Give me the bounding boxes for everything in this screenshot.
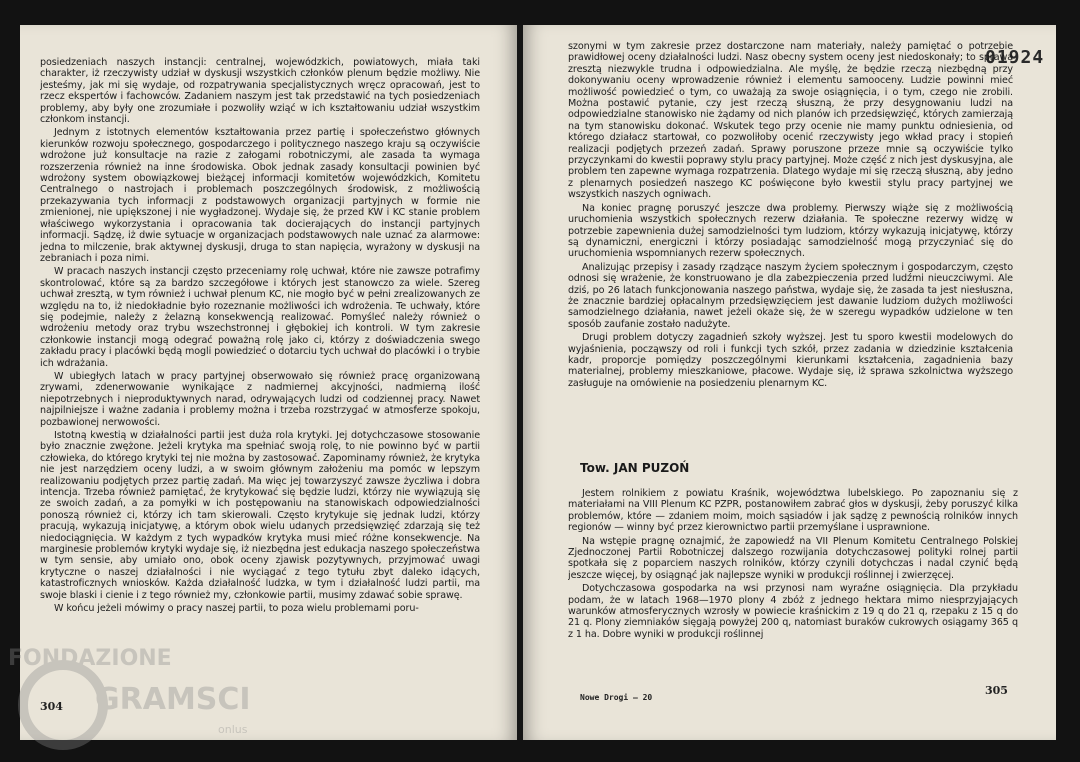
paragraph: Jednym z istotnych elementów kształtowania przez partię i społeczeństwo głównych kierunków rozwoju społecznego, gospodarczego i politycznego naszego kraju są oczywiście wdrożone już konsultacje na razie z załogami robotniczymi, ale zasada ta wymaga rozszerzenia również na inne środowiska. Obok jednak zasady konsultacji powinien być wdrożony system obowiązkowej bieżącej informacji komitetów wojewódzkich, Komitetu Centralnego o nastrojach i problemach poszczególnych środowisk, z możliwością przekazywania tych informacji z podstawowych organizacji partyjnych w formie nie zmienionej, nie upiększonej i nie wygładzonej. Wydaje się, że przed KW i KC stanie problem właściwego wykorzystania i opracowania tak docierających do instancji partyjnych informacji. Sądzę, iż dwie sytuacje w organizacjach podstawowych nale uznać za alarmowe: jedna to milczenie, brak aktywnej dyskusji, druga to stan napięcia, wyrażony w dyskusji na zebraniach i poza nimi. (40, 127, 480, 264)
paragraph: Istotną kwestią w działalności partii jest duża rola krytyki. Jej dotychczasowe stosowanie było znacznie zwężone. Jeżeli krytyka ma spełniać swoją rolę, to nie powinno być w partii człowieka, do którego krytyki tej nie można by zastosować. Zapominamy również, że krytyka nie jest narzędziem oceny ludzi, a w swoim głównym założeniu ma pomóc w lepszym realizowaniu podjętych przez partię zadań. Ma więc jej towarzyszyć zawsze życzliwa i dobra intencja. Trzeba również pamiętać, że krytykować się będzie ludzi, którzy nie wywiązują się ze swoich zadań, a za pomyłki w ich postępowaniu na stanowiskach odpowiedzialności ponoszą również ci, którzy ich tam skierowali. Często krytykuje się jednak ludzi, którzy pracują, wykazują inicjatywę, a którym obok wielu udanych przedsięwzięć zdarzają się też niedociągnięcia. W każdym z tych wypadków krytyka musi mieć różne konsekwencje. Na marginesie problemów krytyki wydaje się, iż niezbędna jest edukacja naszego społeczeństwa w tym sensie, aby umiało ono, obok oceny zjawisk pozytywnych, przyjmować uwagi krytyczne o naszej działalności i nie wyciągać z tego tytułu zbyt daleko idących, katastroficznych wniosków. Każda działalność ludzka, w tym i działalność ludzi partii, ma swoje blaski i cienie i z tego również my, członkowie partii, musimy zdawać sobie sprawę. (40, 430, 480, 601)
left-page (20, 25, 517, 740)
paragraph: Jestem rolnikiem z powiatu Kraśnik, województwa lubelskiego. Po zapoznaniu się z materiałami na VIII Plenum KC PZPR, postanowiłem zabrać głos w dyskusji, żeby poruszyć kilka problemów, które — zdaniem moim, moich sąsiadów i jak sądzę z pewnością rolników innych regionów — winny być przez kierownictwo partii przemyślane i usprawnione. (568, 488, 1018, 534)
paragraph: Na wstępie pragnę oznajmić, że zapowiedź na VII Plenum Komitetu Centralnego Polskiej Zjednoczonej Partii Robotniczej dalszego rozwijania dotychczasowej polityki rolnej partii spotkała się z poparciem naszych rolników, którzy czynili dotychczas i nadal czynić będą jeszcze więcej, by osiągnąć jak najlepsze wyniki w produkcji roślinnej i zwierzęcej. (568, 535, 1018, 581)
gramsci-watermark-logo (0, 640, 300, 750)
archive-id-stamp: 01924 (985, 47, 1045, 68)
page-number-left: 304 (40, 700, 63, 713)
paragraph: W ubiegłych latach w pracy partyjnej obserwowało się również pracę organizowaną zrywami, zdenerwowanie wynikające z nadmiernej akcyjności, nadmierną ilość niepotrzebnych i nieproduktywnych narad, odrywających ludzi od codziennej pracy. Nawet najpilniejsze i ważne zadania i problemy można i trzeba rozstrzygać w atmosferze spokoju, pozbawionej nerwowości. (40, 370, 480, 428)
paragraph: posiedzeniach naszych instancji: centralnej, wojewódzkich, powiatowych, miała taki charakter, iż rzeczywisty udział w dyskusji wszystkich członków plenum będzie możliwy. Nie jesteśmy, jak mi się wydaje, od rozpatrywania specjalistycznych wręcz opracowań, jest to rzecz ekspertów i fachowców. Zadaniem naszym jest tak przedstawić na tych posiedzeniach problemy, aby były one zrozumiałe i pozwoliły wziąć w ich kształtowaniu udział wszystkim członkom instancji. (40, 57, 480, 126)
right-page-body-top (568, 41, 1013, 451)
paragraph: Dotychczasowa gospodarka na wsi przynosi nam wyraźne osiągnięcia. Dla przykładu podam, że w latach 1968—1970 plony 4 zbóż z jednego hektara mimo niesprzyjających warunków atmosferycznych wzrosły w powiecie kraśnickim z 19 q do 21 q, rzepaku z 15 q do 21 q. Plony ziemniaków sięgają powyżej 200 q, natomiast buraków cukrowych osiągamy 365 q z 1 ha. Dobre wyniki w produkcji roślinnej (568, 583, 1018, 640)
journal-footer: Nowe Drogi — 20 (580, 693, 653, 702)
paragraph: Analizując przepisy i zasady rządzące naszym życiem społecznym i gospodarczym, często odnosi się wrażenie, że konstruowano je dla zabezpieczenia przed ludźmi nieuczciwymi. Ale dziś, po 26 latach funkcjonowania naszego państwa, wydaje się, że zasada ta jest niesłuszna, że znacznie bardziej opłacalnym przedsięwzięciem jest dawanie ludziom dużych możliwości samodzielnego działania, nawet jeżeli okaże się, że w szeregu wypadków udzielone w ten sposób zaufanie zostało nadużyte. (568, 261, 1013, 330)
watermark-line3: onlus (218, 723, 248, 736)
watermark-line2: GRAMSCI (95, 682, 251, 717)
right-page-body-bottom (568, 488, 1018, 698)
speaker-heading: Tow. JAN PUZOŃ (580, 461, 690, 475)
paragraph: szonymi w tym zakresie przez dostarczone nam materiały, należy pamiętać o potrzebie prawidłowej oceny działalności ludzi. Nasz obecny system oceny jest niedoskonały; to sprawa zresztą niezwykle trudna i odpowiedzialna. Ale myślę, że będzie rzeczą niezbędną przy dokonywaniu oceny wprowadzenie również i elementu samooceny. Ludzie powinni mieć możliwość powiedzieć o tym, co uważają za swoje osiągnięcia, i o tym, czego nie zrobili. Można postawić pytanie, czy jest rzeczą słuszną, że przy desygnowaniu ludzi na odpowiedzialne stanowisko nie żądamy od nich planów ich przedsięwzięć, których zamierzają na tym stanowisku dokonać. Wskutek tego przy ocenie nie mamy punktu odniesienia, od którego działacz startował, co pozwoliłoby ocenić rzeczywisty jego wkład pracy i stopień realizacji podjętych przezeń zadań. Sprawy poruszone przeze mnie są oczywiście tylko przyczynkami do kwestii poprawy stylu pracy partyjnej. Może część z nich jest dyskusyjna, ale problem ten zapewne wymaga rozpatrzenia. Dlatego wydaje mi się rzeczą słuszną, aby jedno z plenarnych posiedzeń naszego KC poświęcone było kwestii stylu pracy partyjnej we wszystkich naszych ogniwach. (568, 41, 1013, 201)
right-page (523, 25, 1056, 740)
paragraph: Na koniec pragnę poruszyć jeszcze dwa problemy. Pierwszy wiąże się z możliwością uruchomienia wszystkich społecznych rezerw działania. Te społeczne rezerwy widzę w potrzebie zapewnienia dużej samodzielności tym ludziom, którzy wykazują inicjatywę, którzy są dynamiczni, energiczni i którzy posiadając samodzielność mogą przyczyniać się do uruchomienia wspomnianych rezerw społecznych. (568, 202, 1013, 260)
page-number-right: 305 (985, 684, 1008, 697)
watermark-line1: FONDAZIONE (8, 646, 172, 671)
paragraph: W pracach naszych instancji często przeceniamy rolę uchwał, które nie zawsze potrafimy skontrolować, które są za bardzo szczegółowe i których jest stanowczo za wiele. Szereg uchwał zresztą, w tym również i uchwał plenum KC, nie mogło być w pełni zrealizowanych ze względu na to, iż niedokładnie było rozeznanie możliwości ich wdrożenia. Te uchwały, które się podejmie, należy z żelazną konsekwencją realizować. Pomyśleć należy również o wdrożeniu metody oraz trybu wszechstronnej i głębokiej ich kontroli. W tym zakresie członkowie instancji mogą odegrać poważną rolę jako ci, którzy z doświadczenia swego zakładu pracy i placówki będą mogli powiedzieć o dotarciu tych uchwał do placówki i o trybie ich wdrażania. (40, 266, 480, 369)
paragraph: Drugi problem dotyczy zagadnień szkoły wyższej. Jest tu sporo kwestii modelowych do wyjaśnienia, począwszy od roli i funkcji tych szkół, przez zadania w dziedzinie kształcenia kadr, proporcje pomiędzy poszczególnymi kierunkami kształcenia, zagadnienia bazy materialnej, problemy mieszkaniowe, płacowe. Wydaje się, iż sprawa szkolnictwa wyższego zasługuje na omówienie na posiedzeniu plenarnym KC. (568, 332, 1013, 389)
left-page-body (40, 57, 480, 712)
paragraph: W końcu jeżeli mówimy o pracy naszej partii, to poza wielu problemami poru- (54, 603, 419, 615)
